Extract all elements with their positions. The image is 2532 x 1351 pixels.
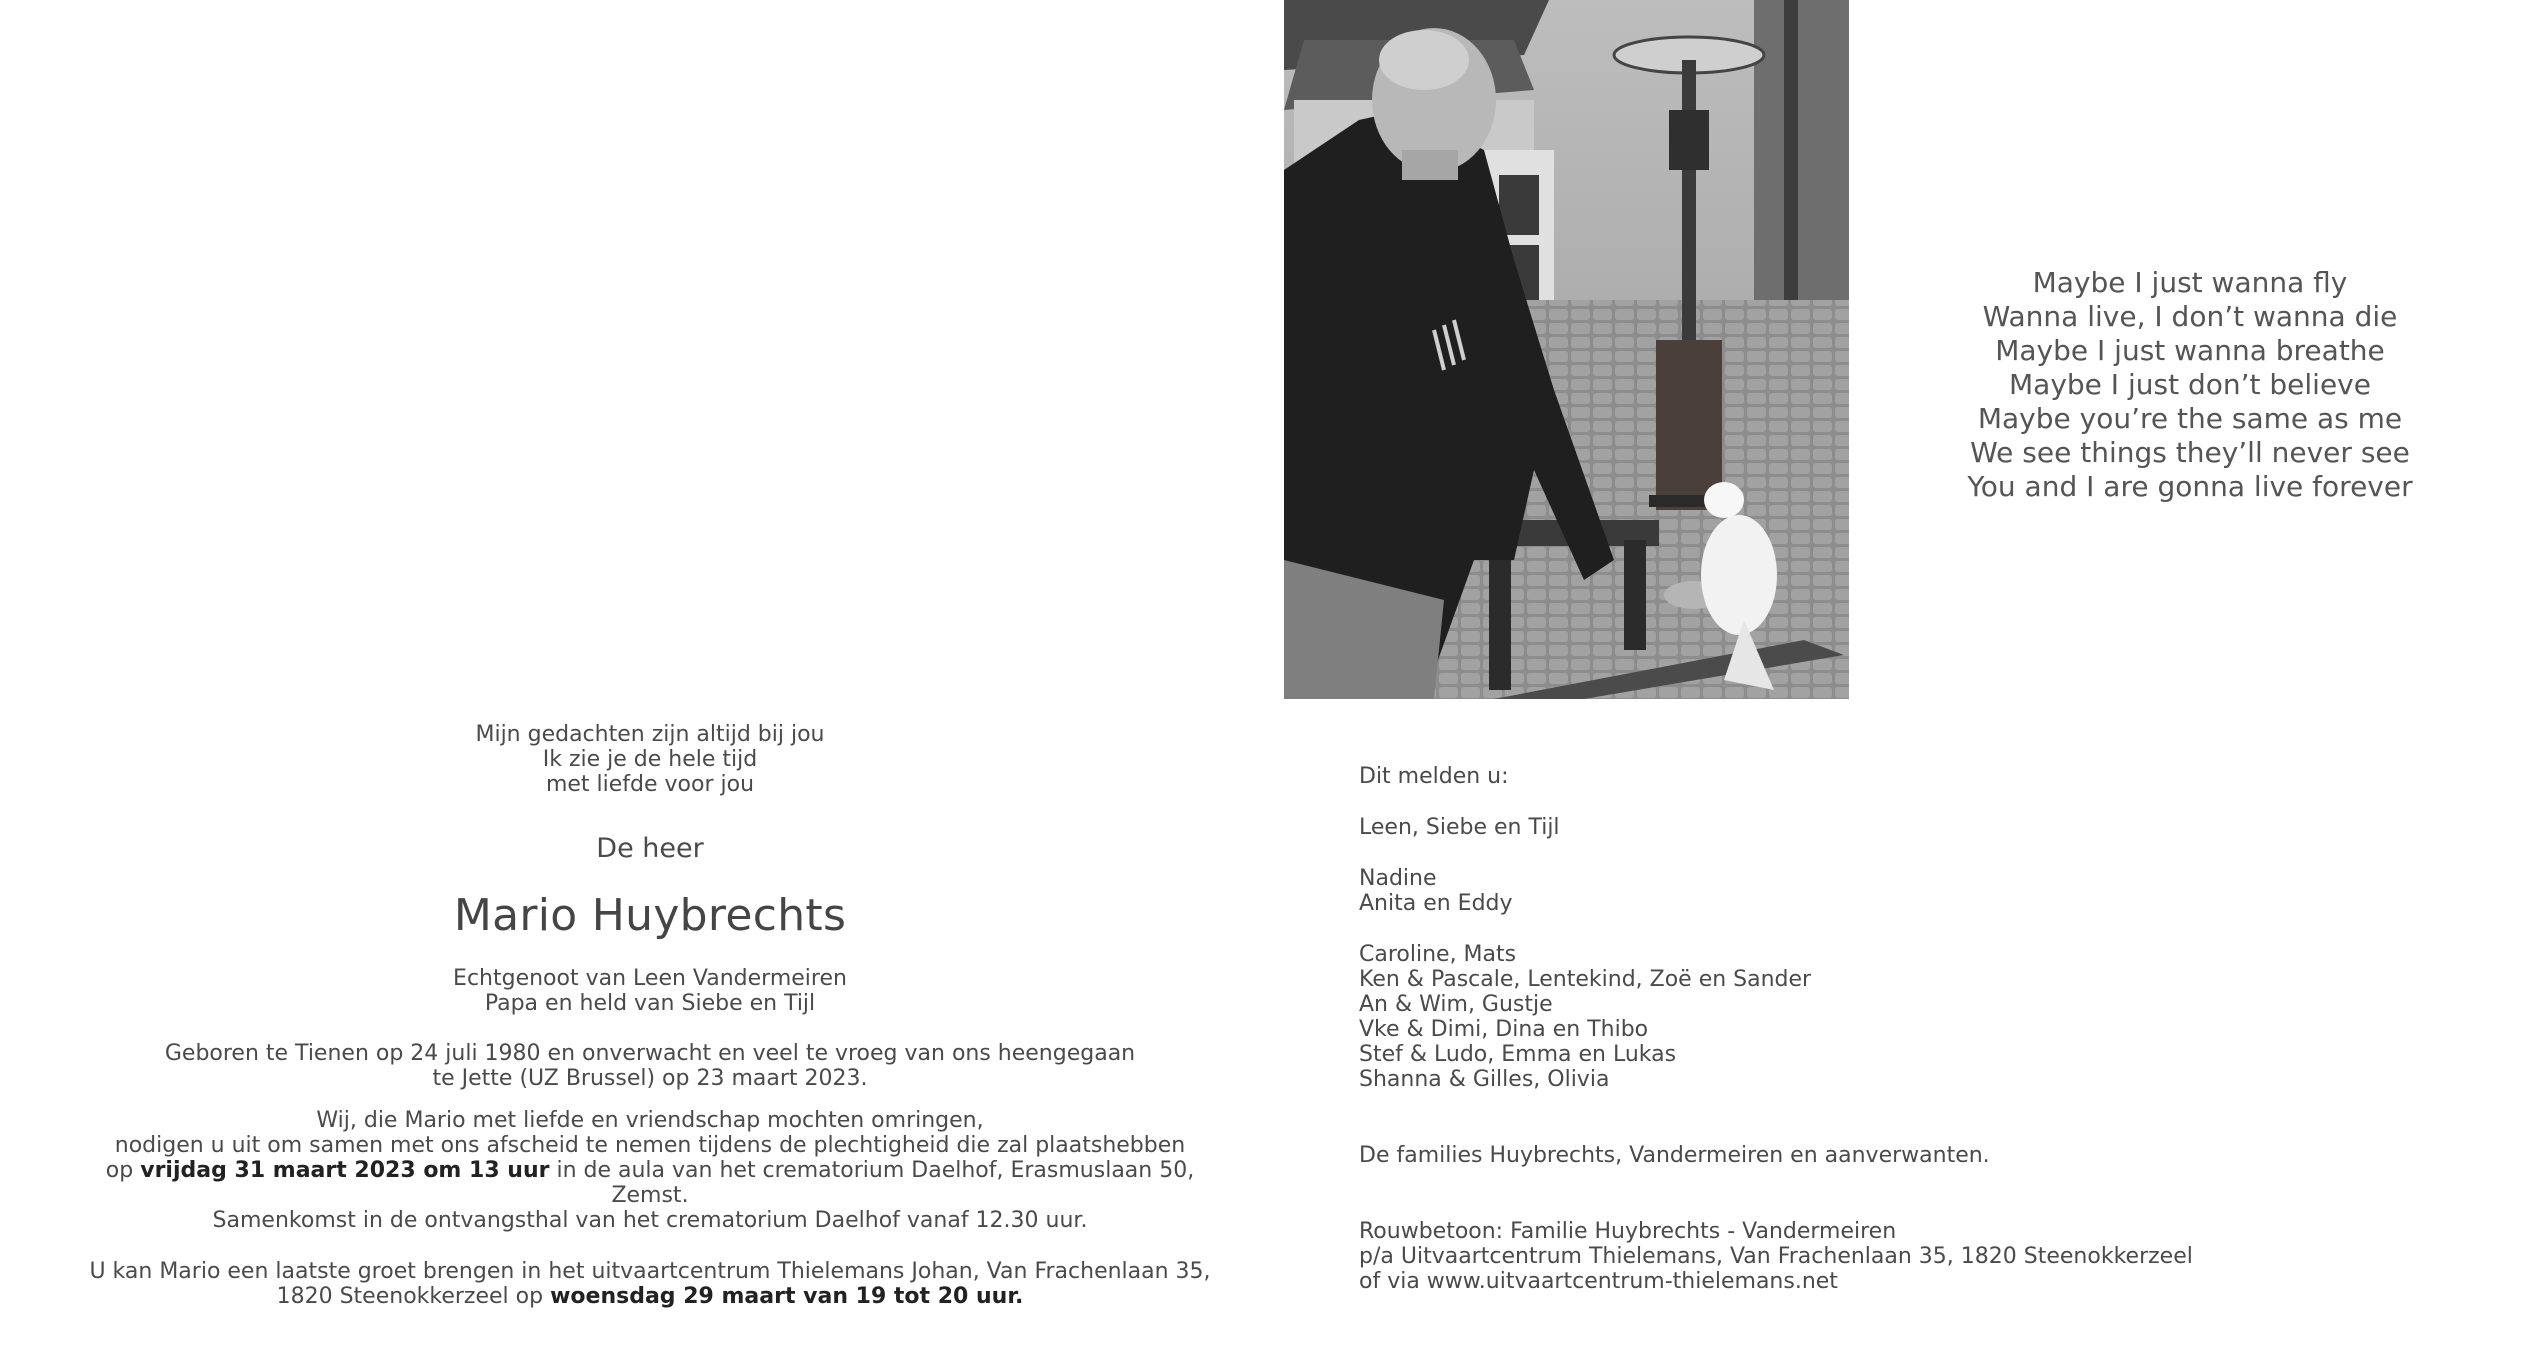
birth-line: Geboren te Tienen op 24 juli 1980 en onverwacht en veel te vroeg van ons heengegaan bbox=[164, 1041, 1136, 1066]
family-line: Leen, Siebe en Tijl bbox=[1359, 815, 1560, 840]
family-group-2 bbox=[1359, 866, 2359, 916]
title-prefix: De heer bbox=[596, 833, 704, 864]
family-group-3 bbox=[1359, 942, 2359, 1092]
family-line: An & Wim, Gustje bbox=[1359, 992, 1553, 1017]
family-line: Caroline, Mats bbox=[1359, 942, 1517, 967]
ceremony-date: vrijdag 31 maart 2023 om 13 uur bbox=[140, 1158, 550, 1183]
farewell-date: woensdag 29 maart van 19 tot 20 uur. bbox=[550, 1284, 1024, 1309]
family-group-1 bbox=[1359, 815, 2359, 840]
farewell-prefix: 1820 Steenokkerzeel op bbox=[276, 1284, 544, 1309]
gathering-info: Samenkomst in de ontvangsthal van het crematorium Daelhof vanaf 12.30 uur. bbox=[212, 1208, 1088, 1233]
poem bbox=[1905, 266, 2475, 504]
quote-line: Ik zie je de hele tijd bbox=[542, 747, 758, 772]
birth-death-info bbox=[80, 1041, 1220, 1091]
quote-line: Mijn gedachten zijn altijd bij jou bbox=[475, 722, 825, 747]
poem-line: Maybe you’re the same as me bbox=[1977, 402, 2403, 435]
relation-line: Papa en held van Siebe en Tijl bbox=[484, 991, 816, 1016]
invitation-line: nodigen u uit om samen met ons afscheid te nemen tijdens de plechtigheid die zal plaatshebben bbox=[114, 1133, 1186, 1158]
announcement-intro: Dit melden u: bbox=[1359, 764, 1509, 789]
condolence-address bbox=[1359, 1219, 2359, 1294]
farewell-info bbox=[80, 1259, 1220, 1309]
invitation-line bbox=[80, 1158, 1220, 1208]
families-line: De families Huybrechts, Vandermeiren en aanverwanten. bbox=[1359, 1143, 1990, 1168]
farewell-line bbox=[80, 1284, 1220, 1309]
portrait-photo bbox=[1284, 0, 1849, 699]
poem-line: Maybe I just wanna breathe bbox=[1995, 334, 2385, 367]
farewell-line: U kan Mario een laatste groet brengen in het uitvaartcentrum Thielemans Johan, Van Frachenlaan 35, bbox=[89, 1259, 1211, 1284]
poem-line: Maybe I just wanna fly bbox=[2032, 266, 2348, 299]
condolence-line: p/a Uitvaartcentrum Thielemans, Van Frachenlaan 35, 1820 Steenokkerzeel bbox=[1359, 1244, 2193, 1269]
invitation-suffix: in de aula van het crematorium Daelhof, Erasmuslaan 50, Zemst. bbox=[556, 1158, 1195, 1208]
poem-line: Wanna live, I don’t wanna die bbox=[1982, 300, 2398, 333]
family-line: Nadine bbox=[1359, 866, 1437, 891]
condolence-website[interactable]: of via www.uitvaartcentrum-thielemans.net bbox=[1359, 1269, 1838, 1294]
invitation-line: Wij, die Mario met liefde en vriendschap mochten omringen, bbox=[316, 1108, 984, 1133]
deceased-name: Mario Huybrechts bbox=[453, 890, 847, 941]
family-line: Anita en Eddy bbox=[1359, 891, 1513, 916]
invitation-prefix: op bbox=[105, 1158, 134, 1183]
family-line: Stef & Ludo, Emma en Lukas bbox=[1359, 1042, 1677, 1067]
death-line: te Jette (UZ Brussel) op 23 maart 2023. bbox=[432, 1066, 868, 1091]
poem-line: We see things they’ll never see bbox=[1970, 436, 2410, 469]
relation-line: Echtgenoot van Leen Vandermeiren bbox=[453, 966, 847, 991]
poem-line: You and I are gonna live forever bbox=[1967, 470, 2413, 503]
relations bbox=[80, 966, 1220, 1016]
quote-line: met liefde voor jou bbox=[545, 772, 755, 797]
condolence-line: Rouwbetoon: Familie Huybrechts - Vandermeiren bbox=[1359, 1219, 1897, 1244]
opening-quote bbox=[80, 722, 1220, 797]
family-line: Vke & Dimi, Dina en Thibo bbox=[1359, 1017, 1649, 1042]
family-line: Shanna & Gilles, Olivia bbox=[1359, 1067, 1610, 1092]
poem-line: Maybe I just don’t believe bbox=[2009, 368, 2371, 401]
family-line: Ken & Pascale, Lentekind, Zoë en Sander bbox=[1359, 967, 1812, 992]
ceremony-invitation bbox=[80, 1108, 1220, 1208]
